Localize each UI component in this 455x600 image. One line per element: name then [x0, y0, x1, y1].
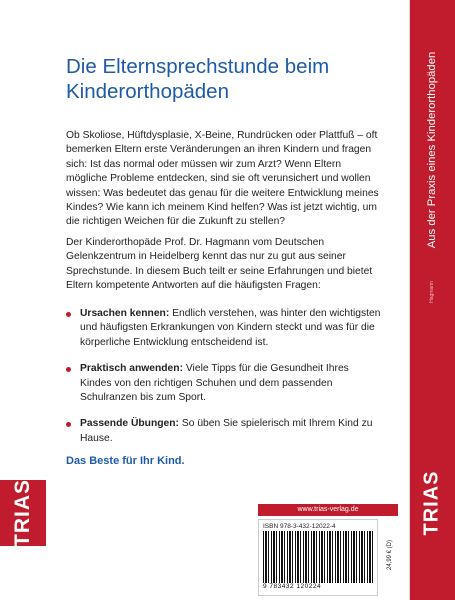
bullet-label: Praktisch anwenden: — [80, 363, 183, 375]
spine-title: Aus der Praxis eines Kinderorthopäden — [426, 51, 438, 249]
page-title: Die Elternsprechstunde beim Kinderorthopäden — [66, 55, 330, 103]
body-text — [66, 129, 382, 299]
spine-author: Hagmann — [429, 281, 435, 303]
spine-logo: TRIAS — [420, 470, 443, 536]
author-paragraph: Der Kinderorthopäde Prof. Dr. Hagmann vom Deutschen Gelenkzentrum in Heidelberg kennt das nur zu gut aus seiner Sprechstunde. In diesem Buch teilt er seine Erfahrungen und bietet Eltern kompetente Antworten auf die häufigsten Fragen: — [66, 236, 373, 292]
bullet-list — [66, 307, 382, 458]
bullet-text: Endlich verstehen, was hinter den wichtigsten und häufigsten Erkrankungen von Kindern steckt und was für die körperliche Entwicklung entscheidend ist. — [80, 308, 381, 348]
barcode-number: 9 783432 120224 — [263, 583, 322, 590]
publisher-logo — [0, 480, 46, 546]
bullet-icon — [66, 307, 74, 321]
bullet-icon — [66, 417, 74, 431]
intro-paragraph: Ob Skoliose, Hüftdysplasie, X-Beine, Rundrücken oder Plattfuß – oft bemerken Eltern erste Veränderungen an ihren Kindern und fragen sich: Ist das normal oder müssen wir zum Arzt? Wenn Eltern mögliche Probleme entdecken, sind sie oft verunsichert und wollen wissen: Was bedeutet das genau für die weitere Entwicklung meines Kindes? Wie kann ich meinem Kind helfen? Was ist jetzt wichtig, um die richtigen Weichen für die Zukunft zu stellen? — [66, 130, 379, 228]
bullet-text: Viele Tipps für die Gesundheit Ihres Kindes von den richtigen Schuhen und dem passenden Schulranzen bis zum Sport. — [80, 363, 349, 404]
bullet-text: So üben Sie spielerisch mit Ihrem Kind zu Hause. — [80, 418, 373, 444]
list-item — [66, 307, 382, 350]
barcode-icon — [263, 531, 373, 583]
list-item — [66, 417, 382, 446]
list-item — [66, 362, 382, 405]
publisher-url[interactable]: www.trias-verlag.de — [297, 506, 359, 513]
tagline: Das Beste für Ihr Kind. — [66, 455, 185, 467]
price-code — [380, 520, 400, 590]
bullet-label: Ursachen kennen: — [80, 308, 170, 319]
barcode-box — [258, 519, 378, 596]
logo-text: TRIAS — [11, 479, 34, 547]
url-bar — [258, 504, 398, 516]
bullet-label: Passende Übungen: — [80, 418, 179, 430]
isbn-text: ISBN 978-3-432-12022-4 — [263, 523, 336, 530]
bullet-icon — [66, 362, 74, 376]
price-code-text: 24,99 € (D) — [387, 539, 393, 571]
